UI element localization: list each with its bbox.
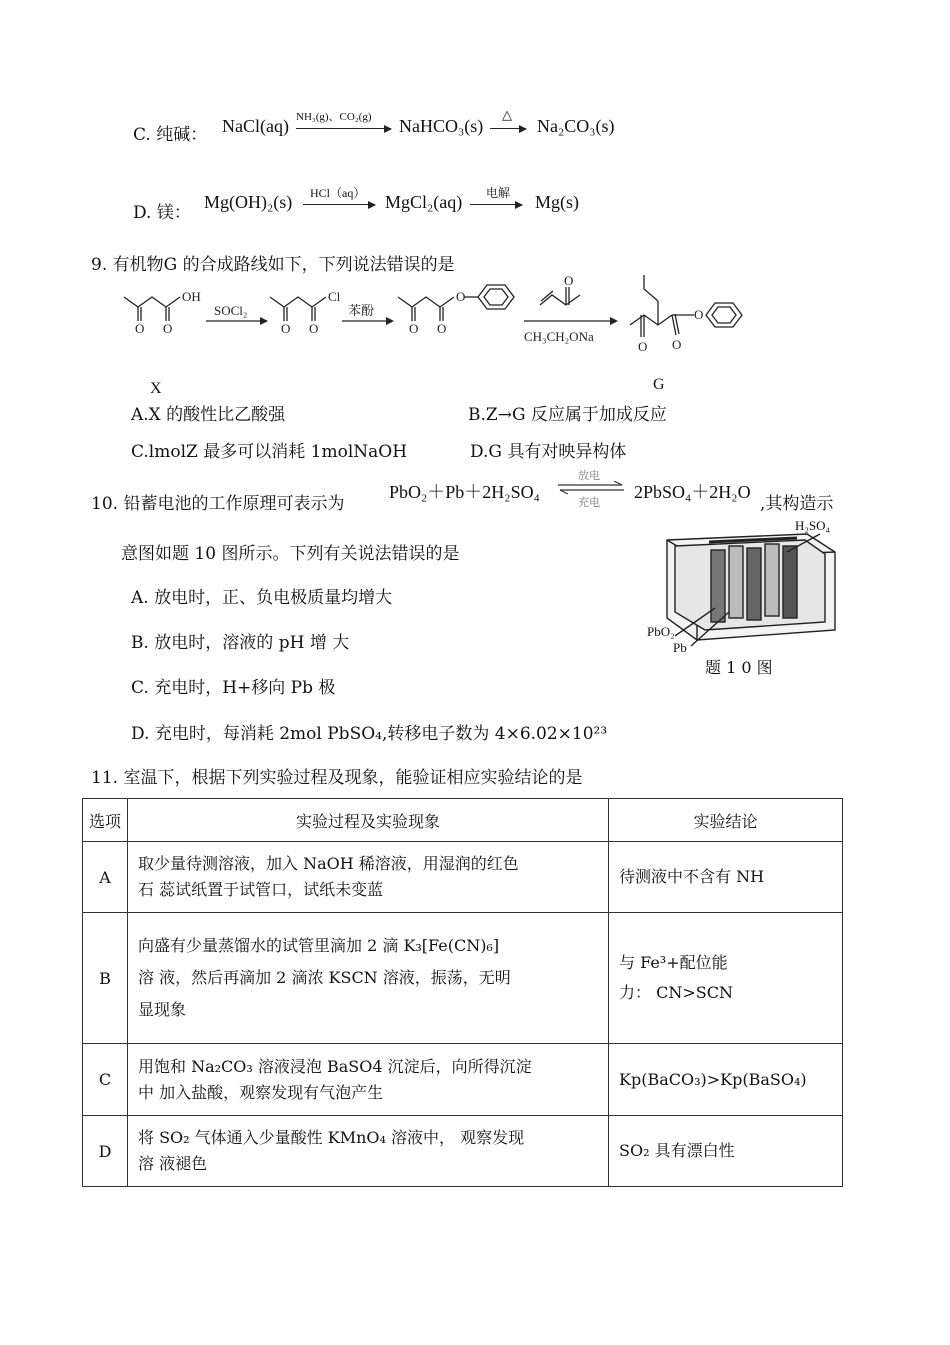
q10-equation-left: PbO₂＋Pb＋2H₂SO₄ (389, 482, 540, 502)
q8-d-arrow-2 (470, 204, 522, 205)
header-process: 实验过程及实验现象 (128, 799, 609, 842)
row-conclusion-line: 待测液中不含有 NH (619, 867, 765, 886)
q10-equation-right: 2PbSO₄＋2H₂O (634, 482, 751, 502)
q10-stem-prefix: 10. 铅蓄电池的工作原理可表示为 (91, 494, 345, 514)
q9-option-a: A.X 的酸性比乙酸强 (131, 405, 286, 425)
x-oh-label: OH (182, 289, 201, 304)
q8-c-reactant: NaCl(aq) (222, 116, 289, 136)
x-o-label-1: O (135, 321, 145, 336)
q8-d-arrow-1 (303, 204, 375, 205)
row-process-line: 用饱和 Na₂CO₃ 溶液浸泡 BaSO4 沉淀后，向所得沉淀 (138, 1056, 532, 1076)
q10-eq-condition-bottom: 充电 (578, 496, 600, 509)
q8-option-d-label: D. 镁： (133, 203, 191, 223)
row-option: D (83, 1116, 128, 1187)
label-g: G (653, 376, 665, 393)
q10-stem-suffix: ,其构造示 (760, 494, 834, 514)
row-option: B (83, 913, 128, 1044)
x-o-label-2: O (163, 321, 173, 336)
q8-d-reactant: Mg(OH)₂(s) (204, 192, 293, 212)
row-process-line: 显现象 (138, 1000, 187, 1019)
q9-option-c: C.lmolZ 最多可以消耗 1molNaOH (131, 442, 408, 462)
q9-option-b: B.Z→G 反应属于加成反应 (468, 405, 667, 425)
acyl-o-label-1: O (281, 321, 291, 336)
row-process-line: 取少量待测溶液，加入 NaOH 稀溶液，用湿润的红色 (138, 854, 519, 873)
q8-c-arrow-1 (296, 128, 391, 129)
q10-option-d: D. 充电时，每消耗 2mol PbSO₄,转移电子数为 4×6.02×10²³ (131, 724, 608, 744)
q8-d-product: Mg(s) (535, 192, 579, 212)
row-conclusion-line: 与 Fe³+配位能 (619, 953, 728, 972)
row-option: A (83, 842, 128, 913)
q11-stem: 11. 室温下，根据下列实验过程及现象，能验证相应实验结论的是 (91, 768, 583, 788)
row-process-line: 溶 液褪色 (138, 1154, 208, 1173)
table-row (83, 913, 843, 1044)
q9-synthesis-scheme (110, 265, 770, 405)
row-conclusion-line: 力： CN>SCN (619, 983, 733, 1002)
g-o-label-1: O (638, 339, 648, 354)
table-header-row (83, 799, 843, 842)
row-process-line: 将 SO₂ 气体通入少量酸性 KMnO₄ 溶液中， 观察发现 (138, 1128, 525, 1147)
ester-o-label-2: O (437, 321, 447, 336)
q8-c-condition-2: △ (502, 107, 512, 122)
row-conclusion-line: SO₂ 具有漂白性 (619, 1141, 735, 1160)
g-o-label-2: O (672, 337, 682, 352)
ester-o-label-1: O (409, 321, 419, 336)
q8-c-intermediate: NaHCO₃(s) (399, 116, 484, 136)
reagent-base: CH₃CH₂ONa (524, 329, 594, 344)
ester-o-link-label: O (456, 289, 466, 304)
table-row (83, 1116, 843, 1187)
header-option: 选项 (83, 799, 128, 842)
q8-d-intermediate: MgCl₂(aq) (385, 192, 463, 212)
acyl-cl-label: Cl (328, 289, 341, 304)
table-row (83, 1044, 843, 1116)
q8-c-arrow-2 (490, 128, 526, 129)
q8-d-condition-1: HCl（aq） (310, 186, 366, 200)
q10-stem-line2: 意图如题 10 图所示。下列有关说法错误的是 (121, 544, 460, 564)
q9-option-d: D.G 具有对映异构体 (470, 442, 627, 462)
q10-eq-condition-top: 放电 (578, 469, 600, 482)
lead-acid-battery-figure (645, 512, 845, 662)
row-option: C (83, 1044, 128, 1116)
q10-option-a: A. 放电时，正、负电极质量均增大 (131, 588, 393, 608)
q8-c-product: Na₂CO₃(s) (537, 116, 615, 136)
label-x: X (150, 380, 162, 397)
row-process-line: 向盛有少量蒸馏水的试管里滴加 2 滴 K₃[Fe(CN)₆] (138, 936, 500, 955)
q8-option-c-label: C. 纯碱： (133, 125, 208, 145)
q11-experiment-table (82, 798, 843, 1187)
q10-option-c: C. 充电时，H+移向 Pb 极 (131, 678, 336, 698)
q8-d-condition-2: 电解 (486, 186, 511, 200)
enone-o-label: O (564, 273, 574, 288)
fig-h2so4-label: H₂SO₄ (795, 518, 831, 533)
q10-figure-caption: 题 1 0 图 (705, 658, 773, 677)
q9-stem: 9. 有机物G 的合成路线如下，下列说法错误的是 (91, 255, 455, 275)
fig-pb-label: Pb (673, 640, 687, 655)
row-process-line: 中 加入盐酸，观察发现有气泡产生 (138, 1082, 384, 1102)
reversible-arrow-icon (556, 481, 626, 495)
row-conclusion-line: Kp(BaCO₃)>Kp(BaSO₄) (619, 1069, 807, 1089)
reagent-phenol: 苯酚 (348, 303, 375, 318)
reagent-socl2: SOCl₂ (214, 303, 248, 318)
row-process-line: 石 蕊试纸置于试管口，试纸未变蓝 (138, 880, 384, 899)
fig-pbo2-label: PbO₂ (647, 624, 675, 639)
header-conclusion: 实验结论 (609, 799, 843, 842)
q8-c-condition-1: NH₃(g)、CO₂(g) (296, 111, 372, 123)
acyl-o-label-2: O (309, 321, 319, 336)
g-o-link-label: O (694, 307, 704, 322)
row-process-line: 溶 液，然后再滴加 2 滴浓 KSCN 溶液，振荡，无明 (138, 968, 511, 987)
table-row (83, 842, 843, 913)
q10-option-b: B. 放电时，溶液的 pH 增 大 (131, 633, 350, 653)
